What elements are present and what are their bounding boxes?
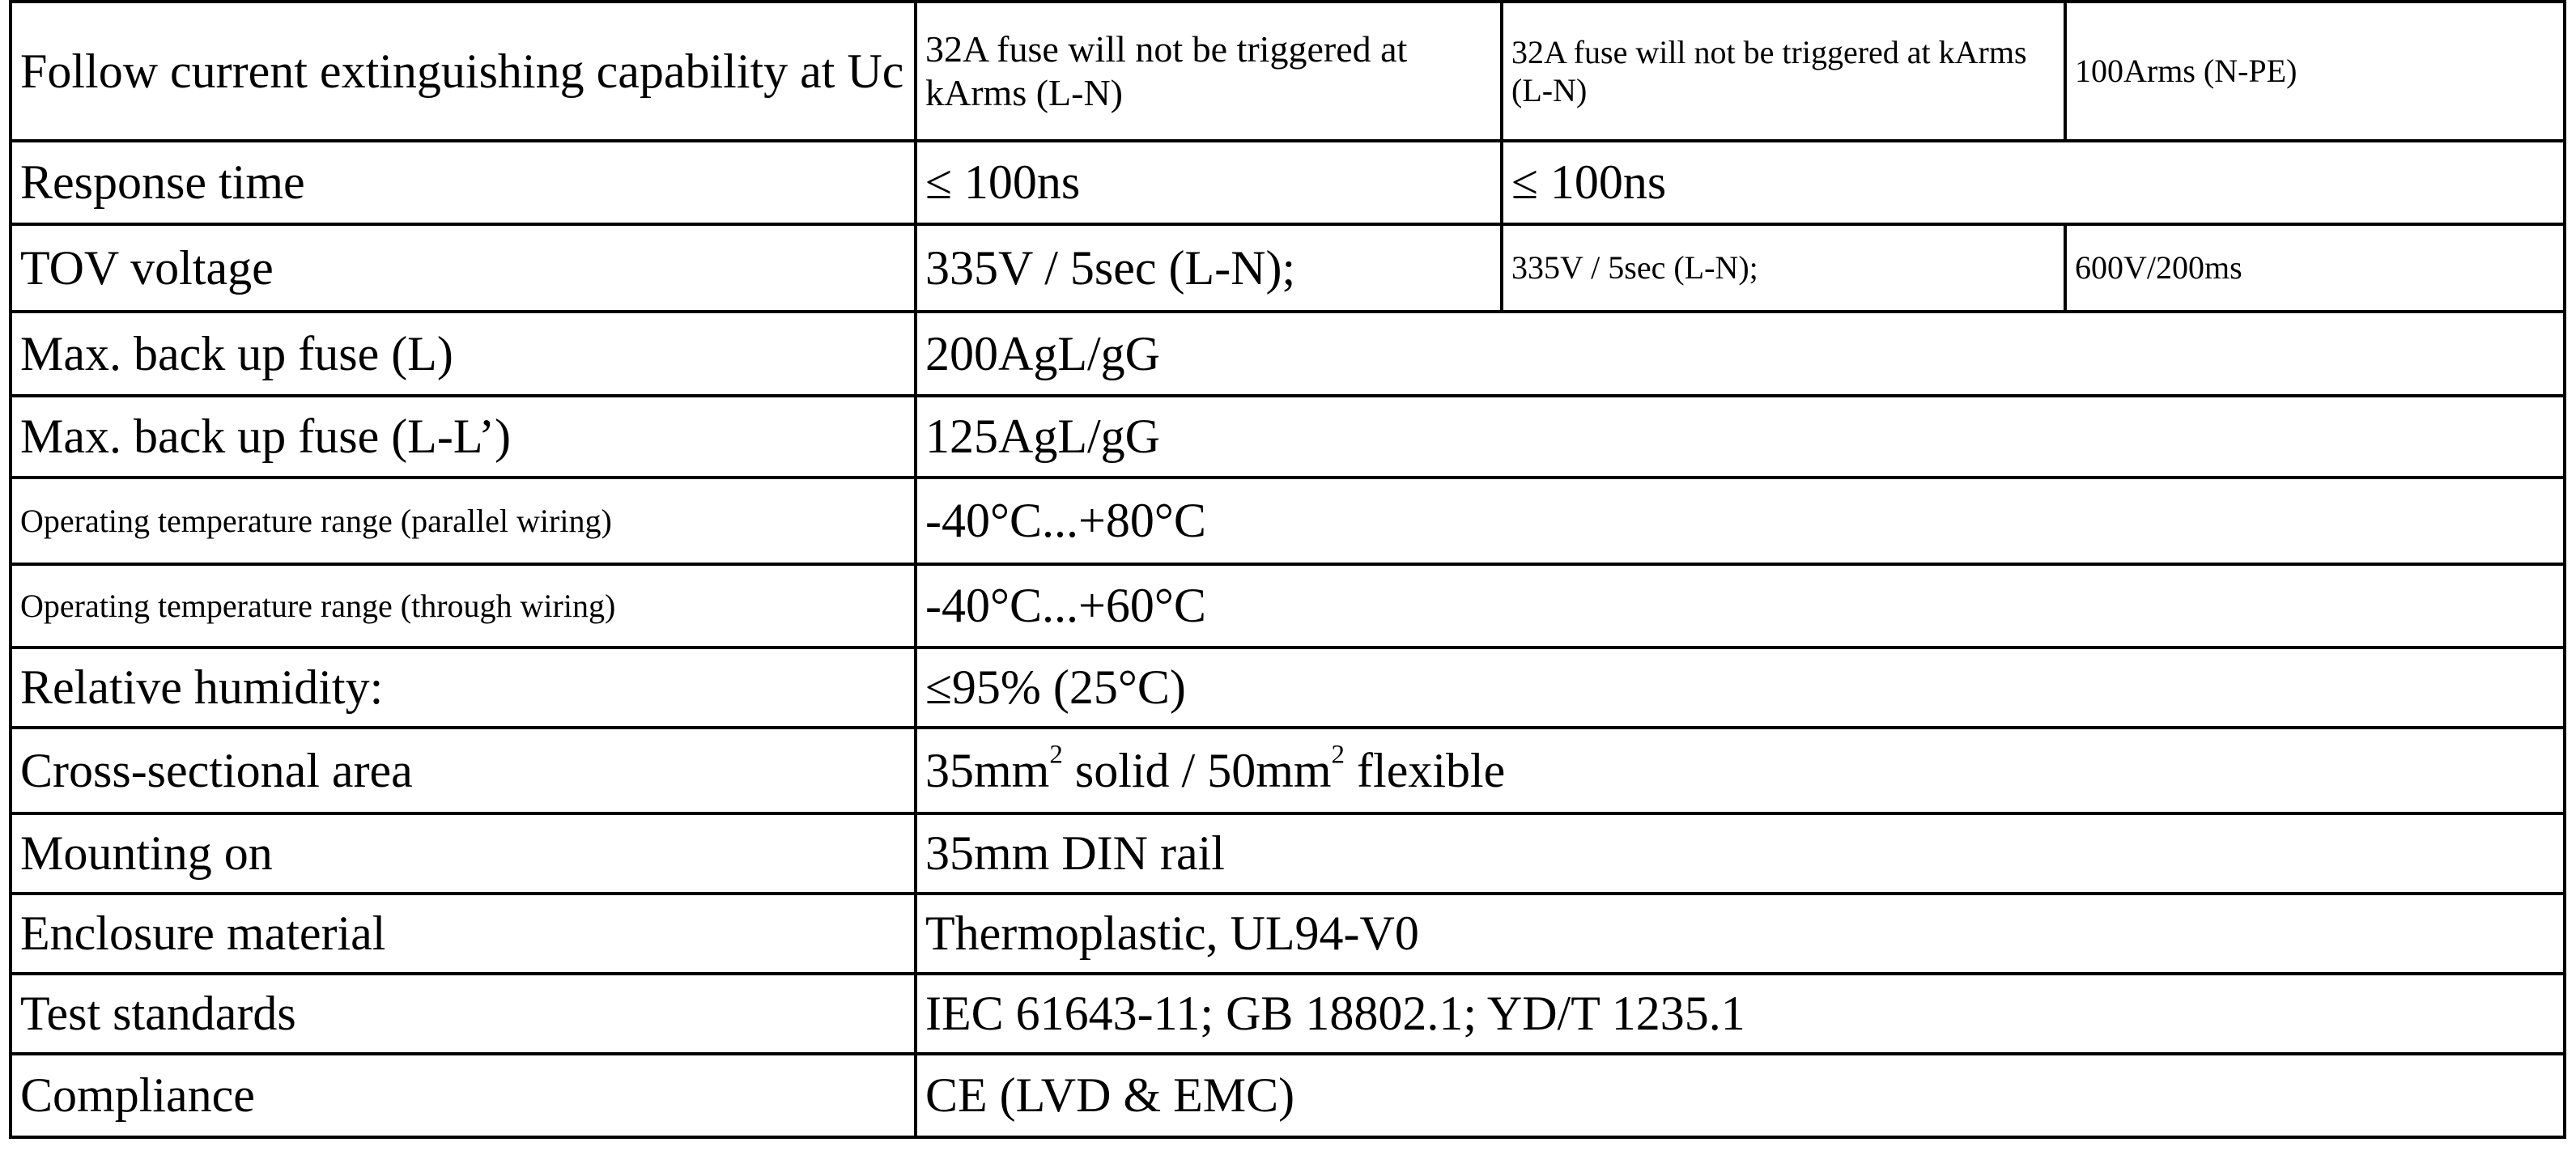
cell-relative-humidity: ≤95% (25°C) [916, 648, 2565, 728]
row-label-relative-humidity: Relative humidity: [11, 648, 916, 728]
table-row [11, 894, 2565, 974]
row-label-temp-through: Operating temperature range (through wiring) [11, 564, 916, 648]
table-row [11, 141, 2565, 224]
cell-mounting-on: 35mm DIN rail [916, 813, 2565, 894]
cell-follow-current-l-n-1: 32A fuse will not be triggered at kArms (L-N) [916, 2, 1502, 141]
table-row [11, 813, 2565, 894]
cross-section-solid: 35mm [925, 743, 1050, 797]
row-label-tov-voltage: TOV voltage [11, 224, 916, 312]
table-row [11, 648, 2565, 728]
cell-test-standards: IEC 61643-11; GB 18802.1; YD/T 1235.1 [916, 974, 2565, 1054]
cell-tov-voltage-1: 335V / 5sec (L-N); [916, 224, 1502, 312]
table-row [11, 974, 2565, 1054]
cell-compliance: CE (LVD & EMC) [916, 1054, 2565, 1137]
row-label-backup-fuse-l-l: Max. back up fuse (L-L’) [11, 396, 916, 478]
cell-tov-voltage-3: 600V/200ms [2065, 224, 2565, 312]
row-label-temp-parallel: Operating temperature range (parallel wiring) [11, 478, 916, 564]
table-row [11, 224, 2565, 312]
table-row [11, 478, 2565, 564]
cell-follow-current-n-pe: 100Arms (N-PE) [2065, 2, 2565, 141]
cell-temp-parallel: -40°C...+80°C [916, 478, 2565, 564]
spec-table [9, 0, 2566, 1139]
table-row [11, 564, 2565, 648]
table-row [11, 1054, 2565, 1137]
row-label-mounting-on: Mounting on [11, 813, 916, 894]
cross-section-flexible: solid / 50mm [1062, 743, 1332, 797]
cross-section-suffix: flexible [1345, 743, 1506, 797]
cell-backup-fuse-l: 200AgL/gG [916, 312, 2565, 396]
cell-cross-sectional-area [916, 728, 2565, 813]
table-row [11, 728, 2565, 813]
table-row [11, 2, 2565, 141]
cell-response-time-1: ≤ 100ns [916, 141, 1502, 224]
row-label-enclosure-material: Enclosure material [11, 894, 916, 974]
row-label-backup-fuse-l: Max. back up fuse (L) [11, 312, 916, 396]
cell-backup-fuse-l-l: 125AgL/gG [916, 396, 2565, 478]
row-label-test-standards: Test standards [11, 974, 916, 1054]
cell-response-time-2: ≤ 100ns [1502, 141, 2565, 224]
superscript-2: 2 [1331, 739, 1345, 769]
row-label-compliance: Compliance [11, 1054, 916, 1137]
cell-tov-voltage-2: 335V / 5sec (L-N); [1502, 224, 2065, 312]
cell-enclosure-material: Thermoplastic, UL94-V0 [916, 894, 2565, 974]
cell-follow-current-l-n-2: 32A fuse will not be triggered at kArms (L-N) [1502, 2, 2065, 141]
table-row [11, 396, 2565, 478]
row-label-follow-current: Follow current extinguishing capability at Uc [11, 2, 916, 141]
table-row [11, 312, 2565, 396]
row-label-cross-sectional-area: Cross-sectional area [11, 728, 916, 813]
superscript-2: 2 [1049, 739, 1063, 769]
cell-temp-through: -40°C...+60°C [916, 564, 2565, 648]
row-label-response-time: Response time [11, 141, 916, 224]
